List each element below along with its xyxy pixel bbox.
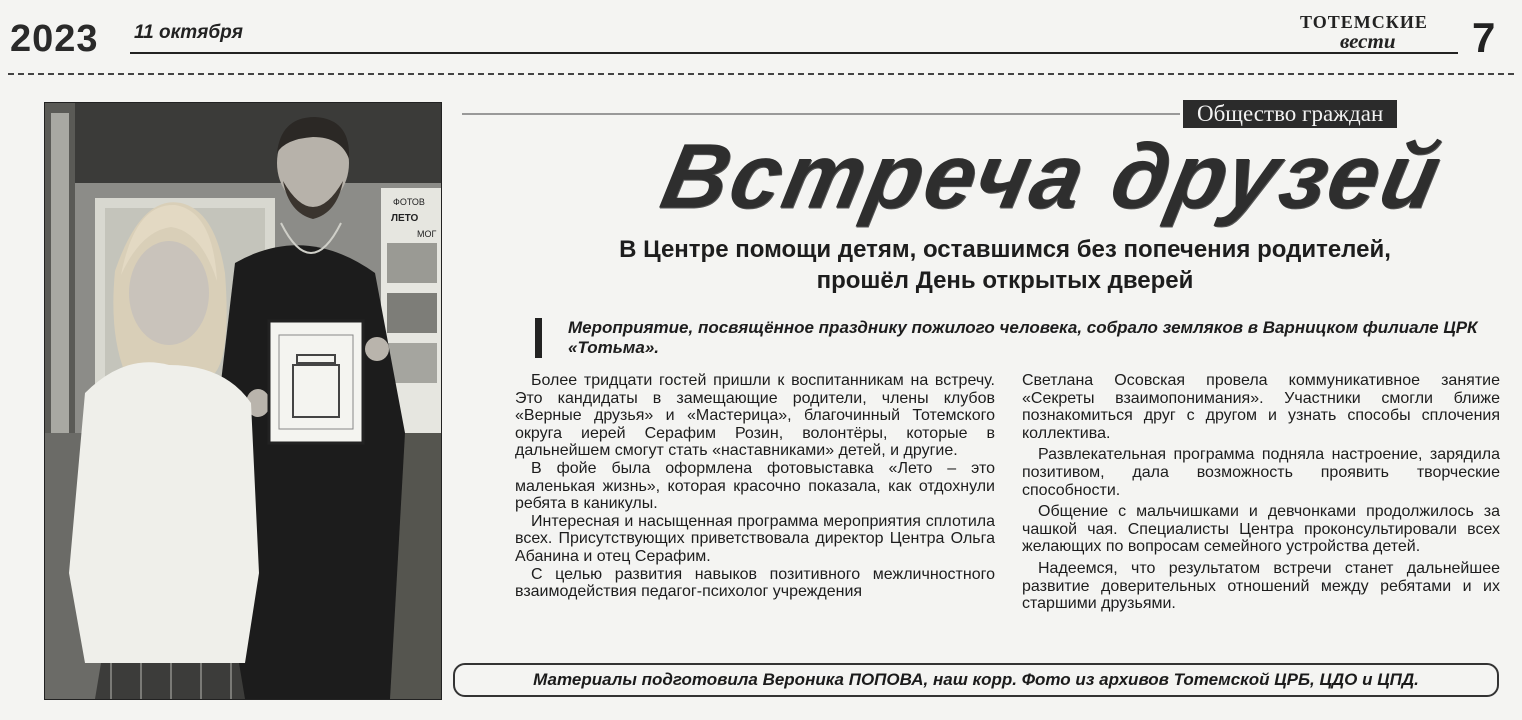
lead-marker xyxy=(535,318,542,358)
paragraph: Интересная и насыщенная программа мероприятия сплотила всех. Присутствующих приветствовала директор Центра Ольга Абанина и отец Серафим. xyxy=(515,512,995,565)
dashed-divider xyxy=(8,73,1514,75)
section-rubric: Общество граждан xyxy=(1183,100,1397,128)
body-column-1 xyxy=(515,372,995,601)
article-photo xyxy=(44,102,442,700)
article-headline: Встреча друзей xyxy=(653,126,1452,228)
paragraph: Развлекательная программа подняла настроение, зарядила позитивом, дала возможность проявить творческие способности. xyxy=(1022,446,1500,499)
subtitle-line-2: прошёл День открытых дверей xyxy=(816,267,1194,294)
paragraph: Более тридцати гостей пришли к воспитанникам на встречу. Это кандидаты в замещающие родители, члены клубов «Верные друзья» и «Мастерица», благочинный Тотемского округа иерей Серафим Розин, волонтёры, которые в дальнейшем смогут стать «наставниками» детей, и другие. xyxy=(515,372,995,460)
body-column-2 xyxy=(1022,372,1500,613)
newspaper-logo xyxy=(1300,12,1458,54)
poster-text-3: МОГ xyxy=(417,229,437,239)
header-rule xyxy=(130,52,1458,54)
issue-year: 2023 xyxy=(10,18,99,60)
poster-text-2: ЛЕТО xyxy=(391,213,419,224)
article-credits: Материалы подготовила Вероника ПОПОВА, наш корр. Фото из архивов Тотемской ЦРБ, ЦДО и ЦПД. xyxy=(453,663,1499,697)
paragraph: Общение с мальчишками и девчонками продолжилось за чашкой чая. Специалисты Центра проконсультировали всех желающих по вопросам семейного устройства детей. xyxy=(1022,503,1500,556)
paragraph: В фойе была оформлена фотовыставка «Лето – это маленькая жизнь», которая красочно показала, как отдохнули ребята в каникулы. xyxy=(515,459,995,513)
subtitle-line-1: В Центре помощи детям, оставшимся без попечения родителей, xyxy=(619,236,1391,263)
article-lead: Мероприятие, посвящённое празднику пожилого человека, собрало земляков в Варницком филиале ЦРК «Тотьма». xyxy=(568,318,1478,357)
photo-illustration xyxy=(45,103,441,699)
rubric-line xyxy=(462,113,1180,115)
issue-date: 11 октября xyxy=(134,22,243,43)
page-number: 7 xyxy=(1472,14,1496,61)
paragraph: Светлана Осовская провела коммуникативное занятие «Секреты взаимопонимания». Участники смогли ближе познакомиться друг с другом и узнать способы сплочения коллектива. xyxy=(1022,372,1500,442)
logo-title: ТОТЕМСКИЕ xyxy=(1300,12,1428,32)
logo-subtitle: вести xyxy=(1340,29,1396,53)
paragraph: С целью развития навыков позитивного межличностного взаимодействия педагог-психолог учреждения xyxy=(515,565,995,601)
poster-text-1: ФОТОВ xyxy=(393,197,425,207)
paragraph: Надеемся, что результатом встречи станет дальнейшее развитие доверительных отношений между ребятами и их старшими друзьями. xyxy=(1022,559,1500,613)
article-subtitle xyxy=(470,234,1522,296)
